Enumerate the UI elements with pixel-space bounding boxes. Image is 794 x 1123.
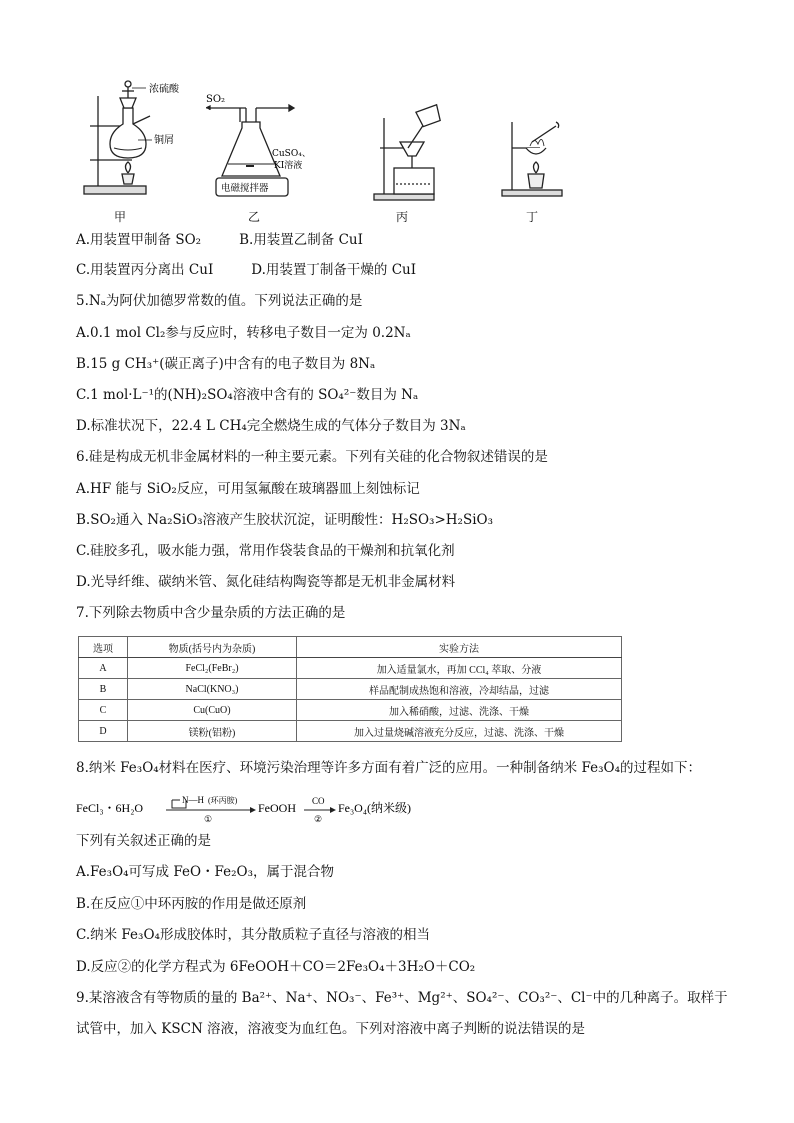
evaporation-apparatus-drawing: [496, 78, 576, 206]
q5-option-c[interactable]: C.1 mol·L⁻¹的(NH)₂SO₄溶液中含有的 SO₄²⁻数目为 Nₐ: [76, 387, 419, 403]
scheme-step1: ①: [204, 814, 213, 824]
q4-option-d[interactable]: D.用装置丁制备干燥的 CuI: [251, 262, 417, 278]
table-cell: 加入过量烧碱溶液充分反应，过滤、洗涤、干燥: [297, 721, 622, 742]
q6-option-b[interactable]: B.SO₂通入 Na₂SiO₃溶液产生胶状沉淀，证明酸性：H₂SO₃>H₂SiO₃: [76, 512, 494, 528]
table-cell: 加入适量氯水，再加 CCl₄ 萃取、分液: [297, 658, 622, 679]
label-ki-solution: KI溶液: [274, 161, 303, 171]
q8-option-a[interactable]: A.Fe₃O₄可写成 FeO・Fe₂O₃，属于混合物: [76, 864, 335, 880]
scheme-product: Fe₃O₄(纳米级): [338, 801, 412, 815]
scheme-start: FeCl₃・6H₂O: [76, 801, 144, 815]
q6-option-d[interactable]: D.光导纤维、碳纳米管、氮化硅结构陶瓷等都是无机非金属材料: [76, 574, 456, 590]
table-cell: D: [79, 721, 128, 742]
figure-bing: [366, 78, 456, 224]
caption-bing: 丙: [396, 210, 409, 224]
q7-row-b[interactable]: [79, 679, 622, 700]
q7-row-a[interactable]: [79, 658, 622, 679]
caption-ding: 丁: [526, 210, 539, 224]
figure-jia: [76, 78, 206, 224]
figure-yi: [206, 78, 326, 224]
q4-option-a[interactable]: A.用装置甲制备 SO₂: [76, 232, 202, 248]
table-cell: B: [79, 679, 128, 700]
q7-table-header-row: [79, 637, 622, 658]
caption-yi: 乙: [248, 210, 261, 224]
q6-option-a[interactable]: A.HF 能与 SiO₂反应，可用氢氟酸在玻璃器皿上刻蚀标记: [76, 481, 420, 497]
q9-stem-line-1: 9.某溶液含有等物质的量的 Ba²⁺、Na⁺、NO₃⁻、Fe³⁺、Mg²⁺、SO₄²⁻、CO₃²⁻、Cl⁻中的几种离子。取样于: [76, 990, 728, 1006]
q5-stem: 5.Nₐ为阿伏加德罗常数的值。下列说法正确的是: [76, 293, 363, 309]
q7-row-c[interactable]: [79, 700, 622, 721]
table-cell: Cu(CuO): [128, 700, 297, 721]
q4-option-c[interactable]: C.用装置丙分离出 CuI: [76, 262, 214, 278]
label-cuso4: CuSO₄、: [272, 149, 311, 159]
reaction-flask-drawing: [206, 78, 326, 206]
table-cell: C: [79, 700, 128, 721]
q8-reaction-scheme: [76, 794, 436, 824]
apparatus-figures: [76, 78, 576, 226]
label-concentrated-sulfuric-acid: 浓硫酸: [149, 84, 179, 95]
q5-option-a[interactable]: A.0.1 mol Cl₂参与反应时，转移电子数目一定为 0.2Nₐ: [76, 325, 411, 341]
q5-option-d[interactable]: D.标准状况下，22.4 L CH₄完全燃烧生成的气体分子数目为 3Nₐ: [76, 418, 466, 434]
q4-options-row-2: [76, 261, 416, 279]
q7-col-option: 选项: [79, 637, 128, 658]
q6-stem: 6.硅是构成无机非金属材料的一种主要元素。下列有关硅的化合物叙述错误的是: [76, 449, 548, 465]
q4-options-row-1: [76, 231, 363, 249]
scheme-reagent2: CO: [312, 796, 325, 806]
table-cell: 镁粉(铝粉): [128, 721, 297, 742]
label-copper-scraps: 铜屑: [154, 135, 174, 146]
table-cell: FeCl₂(FeBr₂): [128, 658, 297, 679]
q5-option-b[interactable]: B.15 g CH₃⁺(碳正离子)中含有的电子数目为 8Nₐ: [76, 356, 376, 372]
table-cell: 加入稀硝酸，过滤、洗涤、干燥: [297, 700, 622, 721]
q8-stem: 8.纳米 Fe₃O₄材料在医疗、环境污染治理等许多方面有着广泛的应用。一种制备纳米 Fe₃O₄的过程如下：: [76, 760, 701, 776]
table-cell: 样品配制成热饱和溶液，冷却结晶，过滤: [297, 679, 622, 700]
q7-col-method: 实验方法: [297, 637, 622, 658]
q7-col-substance: 物质(括号内为杂质): [128, 637, 297, 658]
q4-option-b[interactable]: B.用装置乙制备 CuI: [239, 232, 363, 248]
table-cell: NaCl(KNO₃): [128, 679, 297, 700]
q7-table: [78, 636, 622, 742]
table-cell: A: [79, 658, 128, 679]
q8-option-c[interactable]: C.纳米 Fe₃O₄形成胶体时，其分散质粒子直径与溶液的相当: [76, 927, 430, 943]
q6-option-c[interactable]: C.硅胶多孔，吸水能力强，常用作袋装食品的干燥剂和抗氧化剂: [76, 543, 455, 559]
scheme-reagent1-name: (环丙胺): [208, 796, 238, 805]
filtration-apparatus-drawing: [366, 78, 456, 206]
scheme-arrowhead-2: [330, 807, 336, 813]
figure-ding: [496, 78, 576, 224]
q9-stem-line-2: 试管中，加入 KSCN 溶液，溶液变为血红色。下列对溶液中离子判断的说法错误的是: [76, 1021, 586, 1037]
scheme-mid: FeOOH: [258, 801, 296, 815]
label-so2-inlet: SO₂: [206, 94, 226, 105]
q8-option-b[interactable]: B.在反应①中环丙胺的作用是做还原剂: [76, 896, 307, 912]
distillation-apparatus-drawing: [76, 78, 206, 206]
q8-option-d[interactable]: D.反应②的化学方程式为 6FeOOH＋CO＝2Fe₃O₄＋3H₂O＋CO₂: [76, 959, 476, 975]
scheme-reagent1: N—H: [182, 795, 204, 805]
q8-sub-stem: 下列有关叙述正确的是: [76, 833, 211, 849]
q7-stem: 7.下列除去物质中含少量杂质的方法正确的是: [76, 605, 346, 621]
label-magnetic-stirrer: 电磁搅拌器: [221, 183, 269, 194]
scheme-arrowhead-1: [250, 807, 256, 813]
caption-jia: 甲: [114, 210, 127, 224]
scheme-step2: ②: [314, 814, 323, 824]
q7-row-d[interactable]: [79, 721, 622, 742]
